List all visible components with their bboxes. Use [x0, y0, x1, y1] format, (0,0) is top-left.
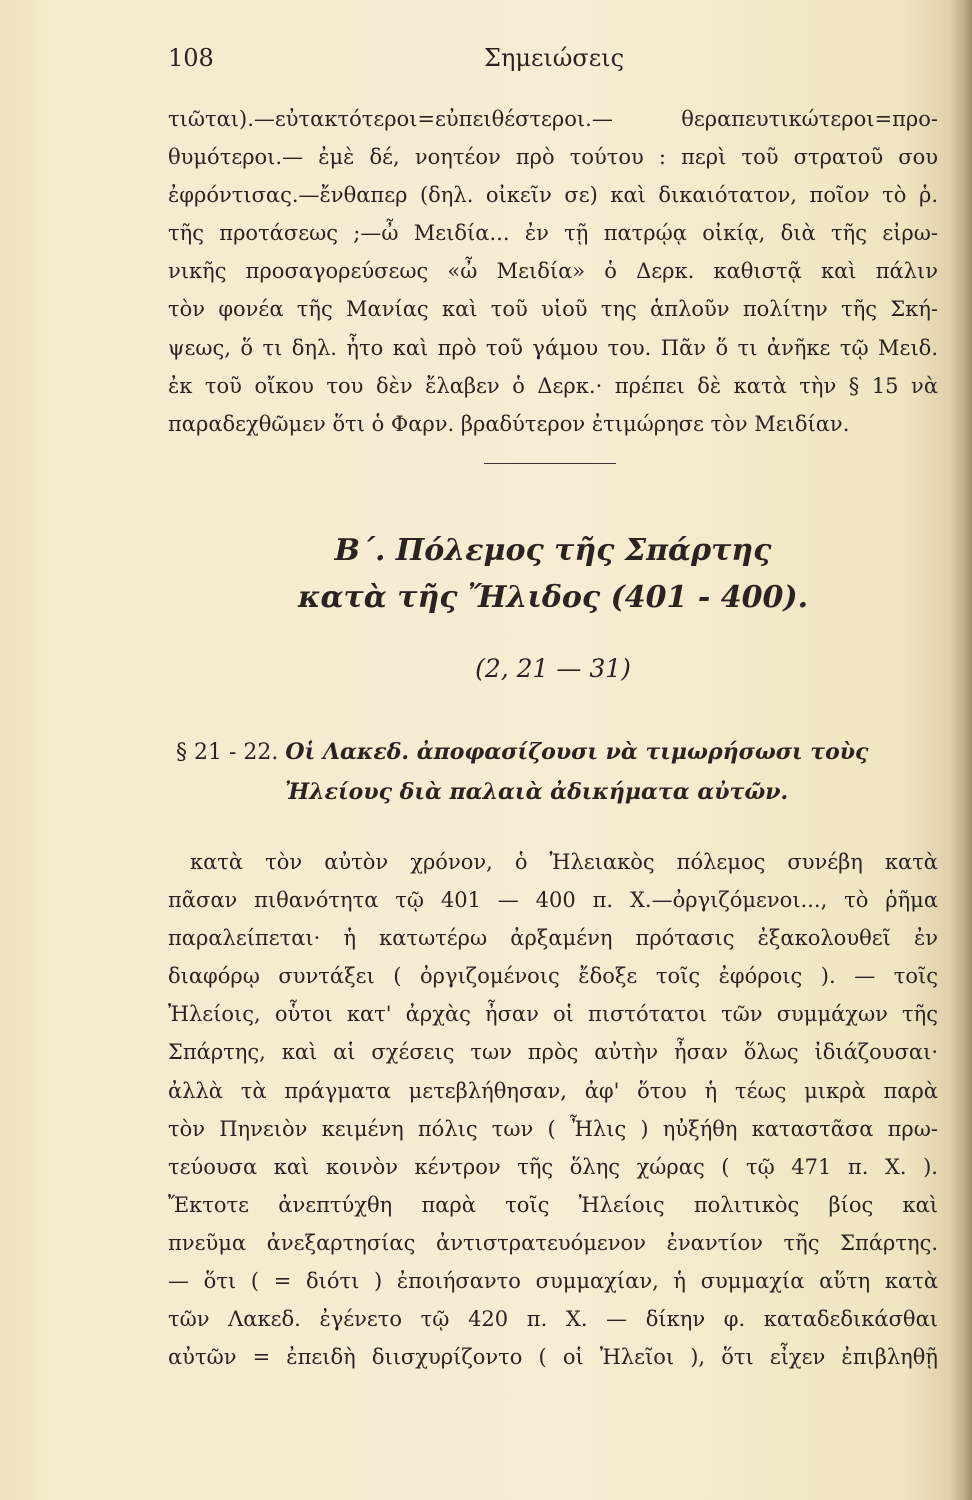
section-title-line2: Ἠλείους διὰ παλαιὰ ἀδικήματα αὐτῶν.: [285, 779, 789, 805]
chapter-title-line1: Β΄. Πόλεμος τῆς Σπάρτης: [334, 533, 772, 568]
body-paragraph: [168, 843, 938, 1376]
section-title-line1: Οἱ Λακεδ. ἀποφασίζουσι νὰ τιμωρήσωσι τοὺς: [285, 739, 869, 765]
chapter-range: (2, 21 — 31): [475, 654, 631, 683]
text-line: τεύουσα καὶ κοινὸν κέντρον τῆς ὅλης χώρας ( τῷ 471 π. Χ. ).: [168, 1154, 938, 1179]
text-line: τιῶται).—εὐτακτότεροι=εὐπειθέστεροι.— θεραπευτικώτεροι=προ-: [168, 107, 938, 131]
page-edge-shadow: [950, 0, 972, 1500]
text-line: τῶν Λακεδ. ἐγένετο τῷ 420 π. Χ. — δίκην φ. καταδεδικάσθαι: [168, 1307, 938, 1332]
text-line: τὸν φονέα τῆς Μανίας καὶ τοῦ υἱοῦ της ἁπλοῦν πολίτην τῆς Σκή-: [168, 297, 938, 322]
section-divider: [484, 463, 616, 464]
text-line: θυμότεροι.— ἐμὲ δέ, νοητέον πρὸ τούτου : περὶ τοῦ στρατοῦ σου: [168, 145, 938, 170]
text-line: Ἔκτοτε ἀνεπτύχθη παρὰ τοῖς Ἠλείοις πολιτικὸς βίος καὶ: [168, 1192, 938, 1217]
text-line: ἐφρόντισας.—ἔνθαπερ (δηλ. οἰκεῖν σε) καὶ δικαιότατον, ποῖον τὸ ῥ.: [168, 183, 938, 208]
section-heading-line2: [285, 779, 885, 805]
text-line: πνεῦμα ἀνεξαρτησίας ἀντιστρατευόμενον ἐναντίον τῆς Σπάρτης.: [168, 1230, 938, 1255]
text-line: Σπάρτης, καὶ αἱ σχέσεις των πρὸς αὐτὴν ἦσαν ὅλως ἰδιάζουσαι·: [168, 1040, 938, 1065]
text-line: τὸν Πηνειὸν κειμένη πόλις των ( Ἦλις ) ηὐξήθη καταστᾶσα πρω-: [168, 1116, 938, 1141]
text-line: ἀλλὰ τὰ πράγματα μετεβλήθησαν, ἀφ' ὅτου ἡ τέως μικρὰ παρὰ: [168, 1078, 938, 1103]
text-line: παραδεχθῶμεν ὅτι ὁ Φαρν. βραδύτερον ἐτιμώρησε τὸν Μειδίαν.: [168, 411, 850, 436]
text-line: αὐτῶν = ἐπειδὴ διισχυρίζοντο ( οἱ Ἠλεῖοι ), ὅτι εἶχεν ἐπιβληθῇ: [168, 1345, 938, 1370]
section-number: § 21 - 22.: [176, 740, 279, 765]
text-line: ψεως, ὅ τι δηλ. ἦτο καὶ πρὸ τοῦ γάμου του. Πᾶν ὅ τι ἀνῆκε τῷ Μειδ.: [168, 335, 938, 360]
text-line: τῆς προτάσεως ;—ὦ Μειδία... ἐν τῇ πατρῴᾳ οἰκίᾳ, διὰ τῆς εἰρω-: [168, 221, 938, 246]
top-paragraph: [168, 100, 938, 443]
text-line: πᾶσαν πιθανότητα τῷ 401 — 400 π. Χ.—ὀργιζόμενοι..., τὸ ῥῆμα: [168, 888, 938, 913]
text-line: κατὰ τὸν αὐτὸν χρόνον, ὁ Ἠλειακὸς πόλεμος συνέβη κατὰ: [190, 850, 938, 874]
running-title: Σημειώσεις: [484, 44, 625, 72]
page-number: 108: [168, 44, 214, 72]
text-line: παραλείπεται· ἡ κατωτέρω ἀρξαμένη πρότασις ἐξακολουθεῖ ἐν: [168, 926, 938, 951]
text-line: ἐκ τοῦ οἴκου του δὲν ἔλαβεν ὁ Δερκ.· πρέπει δὲ κατὰ τὴν § 15 νὰ: [168, 373, 938, 398]
text-line: διαφόρῳ συντάξει ( ὀργιζομένοις ἔδοξε τοῖς ἐφόροις ). — τοῖς: [168, 964, 938, 989]
text-line: — ὅτι ( = διότι ) ἐποιήσαντο συμμαχίαν, ἡ συμμαχία αὕτη κατὰ: [168, 1269, 938, 1294]
text-line: νικῆς προσαγορεύσεως «ὦ Μειδία» ὁ Δερκ. καθιστᾷ καὶ πάλιν: [168, 259, 938, 284]
page-header: [168, 44, 938, 80]
section-heading-line1: [176, 739, 938, 765]
chapter-title-line2: κατὰ τῆς Ἤλιδος (401 - 400).: [297, 580, 809, 615]
text-line: Ἠλείοις, οὗτοι κατ' ἀρχὰς ἦσαν οἱ πιστότατοι τῶν συμμάχων τῆς: [168, 1002, 938, 1027]
